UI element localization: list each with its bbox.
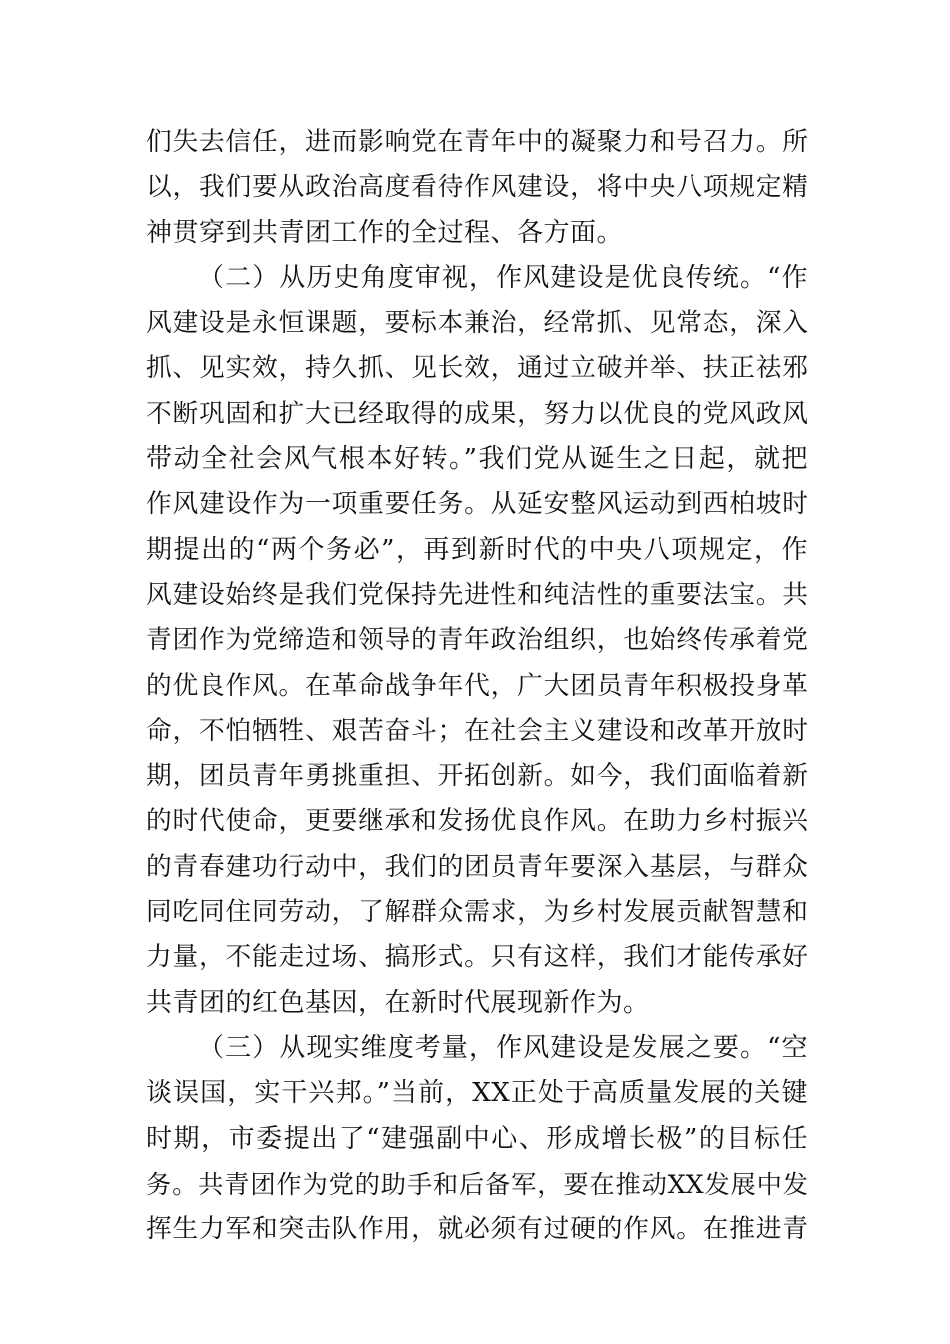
text-line: 共青团的红色基因，在新时代展现新作为。 [146, 987, 650, 1018]
text-line: 的时代使命，更要继承和发扬优良作风。在助力乡村振兴 [146, 806, 808, 837]
text-line: 的优良作风。在革命战争年代，广大团员青年积极投身革 [146, 670, 808, 701]
text-line: 同吃同住同劳动，了解群众需求，为乡村发展贡献智慧和 [146, 897, 808, 928]
text-line: 青团作为党缔造和领导的青年政治组织，也始终传承着党 [146, 625, 808, 656]
text-line: 期提出的“两个务必”，再到新时代的中央八项规定，作 [146, 534, 808, 565]
text-line: 风建设是永恒课题，要标本兼治，经常抓、见常态，深入 [146, 308, 808, 339]
text-line: 带动全社会风气根本好转。”我们党从诞生之日起，就把 [146, 444, 808, 475]
text-line: 的青春建功行动中，我们的团员青年要深入基层，与群众 [146, 851, 808, 882]
text-line: 们失去信任，进而影响党在青年中的凝聚力和号召力。所 [146, 127, 808, 157]
text-line: 时期，市委提出了“建强副中心、形成增长极”的目标任 [146, 1123, 808, 1154]
text-line: （三）从现实维度考量，作风建设是发展之要。“空 [198, 1032, 808, 1063]
text-line: 务。共青团作为党的助手和后备军，要在推动XX发展中发 [146, 1169, 808, 1199]
text-line: 谈误国，实干兴邦。”当前，XX正处于高质量发展的关键 [146, 1078, 808, 1109]
text-line: 命，不怕牺牲、艰苦奋斗；在社会主义建设和改革开放时 [146, 715, 808, 746]
text-line: 力量，不能走过场、搞形式。只有这样，我们才能传承好 [146, 942, 808, 973]
text-line: 作风建设作为一项重要任务。从延安整风运动到西柏坡时 [146, 489, 808, 520]
text-line: （二）从历史角度审视，作风建设是优良传统。“作 [198, 262, 808, 293]
text-line: 风建设始终是我们党保持先进性和纯洁性的重要法宝。共 [146, 579, 808, 610]
document-body [146, 120, 808, 1252]
text-line: 以，我们要从政治高度看待作风建设，将中央八项规定精 [146, 172, 808, 203]
text-line: 不断巩固和扩大已经取得的成果，努力以优良的党风政风 [146, 398, 808, 429]
text-line: 抓、见实效，持久抓、见长效，通过立破并举、扶正祛邪 [146, 353, 808, 384]
text-line: 期，团员青年勇挑重担、开拓创新。如今，我们面临着新 [146, 761, 808, 792]
text-line: 挥生力军和突击队作用，就必须有过硬的作风。在推进青 [146, 1214, 808, 1245]
text-line: 神贯穿到共青团工作的全过程、各方面。 [146, 217, 624, 248]
